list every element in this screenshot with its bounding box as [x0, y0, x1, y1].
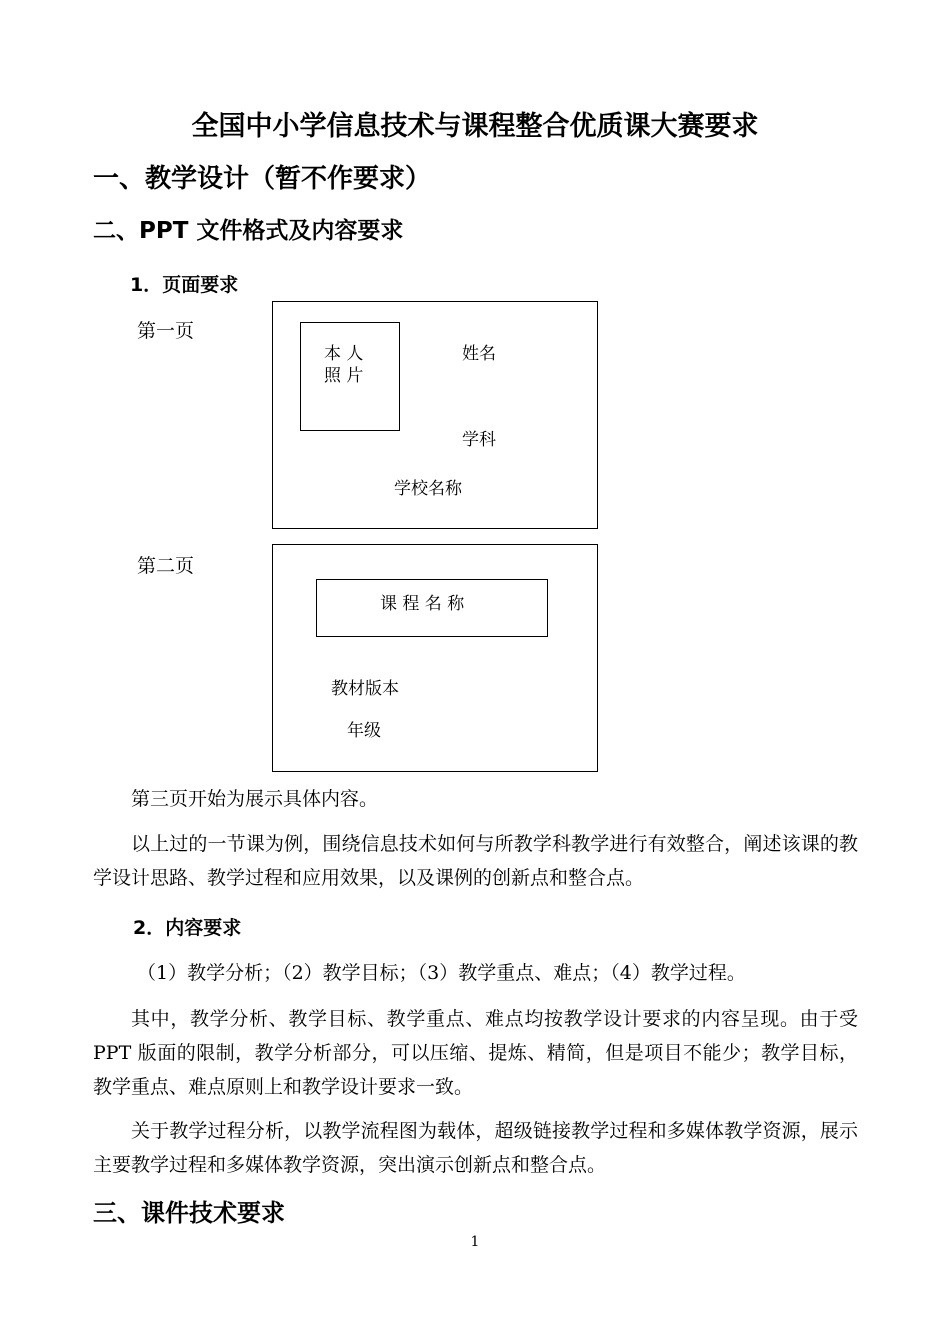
paragraph-teaching-process: 关于教学过程分析，以教学流程图为载体，超级链接教学过程和多媒体教学资源，展示主要教学过程和多媒体教学资源，突出演示创新点和整合点。 [93, 1120, 858, 1176]
photo-label-line2: 照 片 [324, 366, 364, 386]
paragraph-teaching-analysis: 其中，教学分析、教学目标、教学重点、难点均按教学设计要求的内容呈现。由于受 PPT 版面的限制，教学分析部分，可以压缩、提炼、精简，但是项目不能少；教学目标，教学重点、难点原则上和教学设计要求一致。 [93, 1008, 858, 1098]
subsection-heading-content-requirements: 2．内容要求 [133, 917, 242, 939]
course-name-label: 课 程 名 称 [380, 594, 465, 614]
photo-label-line1: 本 人 [324, 344, 364, 364]
page1-label: 第一页 [137, 320, 195, 342]
paragraph-lesson-example: 以上过的一节课为例，围绕信息技术如何与所教学科教学进行有效整合，阐述该课的教学设计思路、教学过程和应用效果，以及课例的创新点和整合点。 [93, 833, 858, 889]
page2-label: 第二页 [137, 555, 195, 577]
section-heading-2: 二、PPT 文件格式及内容要求 [93, 218, 404, 244]
section-heading-3: 三、课件技术要求 [93, 1199, 285, 1227]
section-heading-1: 一、教学设计（暂不作要求） [93, 164, 432, 194]
document-title: 全国中小学信息技术与课程整合优质课大赛要求 [191, 111, 759, 142]
textbook-version-label: 教材版本 [331, 679, 399, 699]
school-name-label: 学校名称 [394, 479, 462, 499]
page-number: 1 [470, 1234, 480, 1250]
name-field-label: 姓名 [462, 344, 496, 364]
content-items-list: （1）教学分析；（2）教学目标；（3）教学重点、难点；（4）教学过程。 [137, 962, 746, 984]
grade-label: 年级 [347, 721, 381, 741]
paragraph-third-page: 第三页开始为展示具体内容。 [131, 788, 379, 810]
subject-field-label: 学科 [462, 430, 496, 450]
subsection-heading-page-requirements: 1．页面要求 [130, 274, 239, 296]
